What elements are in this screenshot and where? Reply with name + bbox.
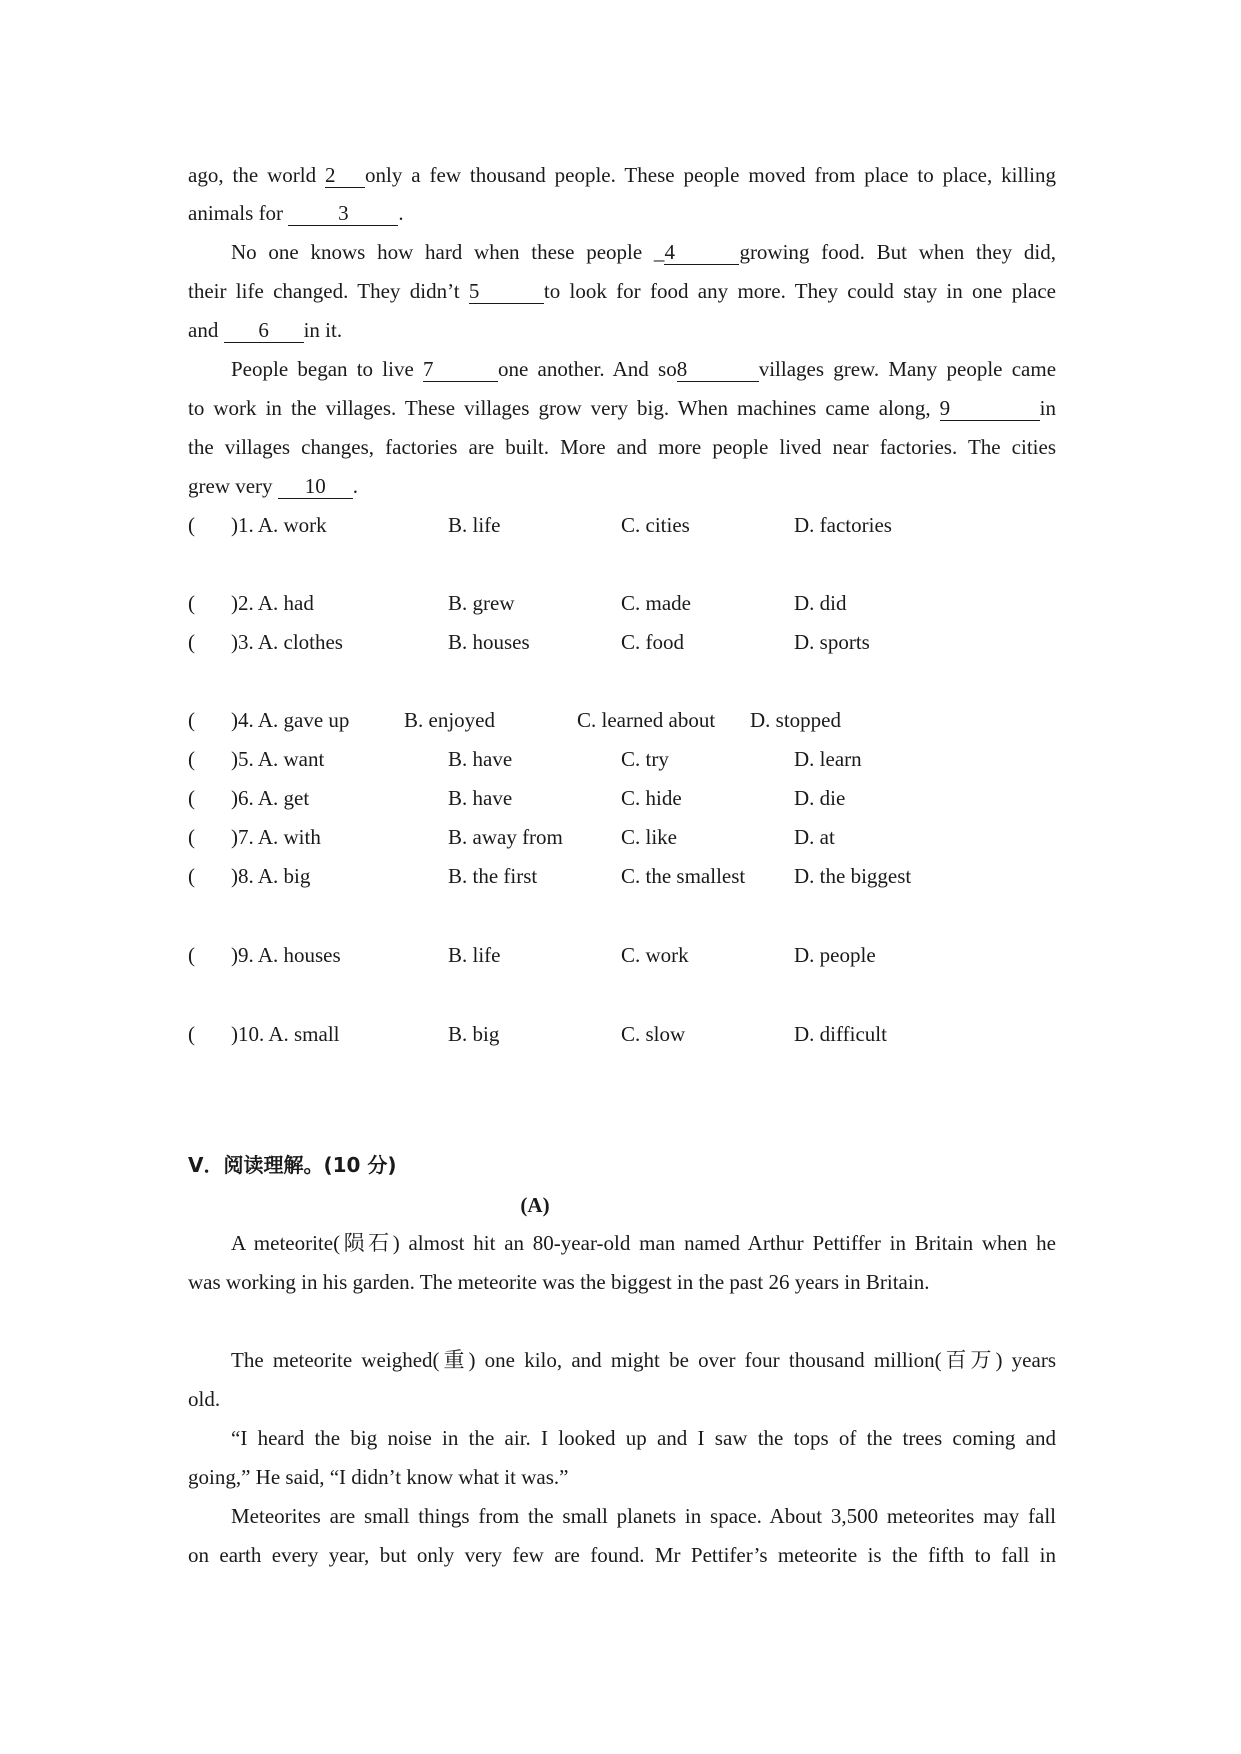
- option-b: B. have: [448, 786, 513, 810]
- answer-paren[interactable]: (: [188, 1022, 195, 1046]
- reading-line-6: going,” He said, “I didn’t know what it was.”: [188, 1465, 569, 1489]
- passage-label: (A): [520, 1193, 550, 1217]
- answer-paren[interactable]: (: [188, 943, 195, 967]
- option-b: B. have: [448, 747, 513, 771]
- option-c: C. the smallest: [621, 864, 746, 888]
- blank-3[interactable]: 3: [288, 201, 398, 226]
- passage-line-5: and 6 in it.: [188, 318, 343, 342]
- option-d: D. die: [794, 786, 846, 810]
- question-2: [188, 588, 1068, 618]
- question-10: [188, 1019, 1068, 1049]
- blank-9[interactable]: 9: [940, 396, 1040, 421]
- option-a: )2. A. had: [231, 591, 314, 615]
- option-c: C. hide: [621, 786, 682, 810]
- question-1: [188, 510, 1068, 540]
- answer-paren[interactable]: (: [188, 630, 195, 654]
- option-c: C. learned about: [577, 708, 716, 732]
- blank-7[interactable]: 7: [423, 357, 498, 382]
- reading-line-4: old.: [188, 1387, 221, 1411]
- option-c: C. slow: [621, 1022, 686, 1046]
- blank-4[interactable]: 4: [664, 240, 739, 265]
- question-7: [188, 822, 1068, 852]
- option-d: D. stopped: [750, 708, 841, 732]
- section-heading: V．阅读理解。(10 分): [188, 1153, 397, 1177]
- option-b: B. life: [448, 943, 501, 967]
- option-c: C. food: [621, 630, 684, 654]
- option-d: D. people: [794, 943, 876, 967]
- option-d: D. learn: [794, 747, 862, 771]
- option-a: )6. A. get: [231, 786, 310, 810]
- passage-line-8: the villages changes, factories are built. More and more people lived near factories. The cities: [188, 435, 1056, 459]
- blank-10[interactable]: 10: [278, 474, 353, 499]
- answer-paren[interactable]: (: [188, 513, 195, 537]
- reading-line-5: “I heard the big noise in the air. I looked up and I saw the tops of the trees coming and: [231, 1426, 1056, 1450]
- option-b: B. enjoyed: [404, 708, 495, 732]
- option-b: B. houses: [448, 630, 530, 654]
- passage-line-7: to work in the villages. These villages grow very big. When machines came along, 9 in: [188, 396, 1056, 420]
- option-c: C. like: [621, 825, 677, 849]
- option-a: )10. A. small: [231, 1022, 340, 1046]
- reading-line-3: The meteorite weighed(重) one kilo, and might be over four thousand million(百万) years: [231, 1348, 1056, 1372]
- option-a: )1. A. work: [231, 513, 327, 537]
- question-5: [188, 744, 1068, 774]
- answer-paren[interactable]: (: [188, 864, 195, 888]
- question-3: [188, 627, 1068, 657]
- option-c: C. made: [621, 591, 691, 615]
- option-a: )4. A. gave up: [231, 708, 350, 732]
- option-a: )7. A. with: [231, 825, 321, 849]
- answer-paren[interactable]: (: [188, 747, 195, 771]
- answer-paren[interactable]: (: [188, 825, 195, 849]
- passage-line-9: grew very 10 .: [188, 474, 359, 498]
- option-d: D. did: [794, 591, 847, 615]
- question-4: [188, 705, 1068, 735]
- passage-line-3: No one knows how hard when these people _4 growing food. But when they did,: [231, 240, 1056, 264]
- blank-8[interactable]: 8: [677, 357, 759, 382]
- question-6: [188, 783, 1068, 813]
- option-b: B. the first: [448, 864, 538, 888]
- question-8: [188, 861, 1068, 891]
- reading-line-1: A meteorite(陨石) almost hit an 80-year-old man named Arthur Pettiffer in Britain when he: [231, 1231, 1056, 1255]
- passage-line-4: their life changed. They didn’t 5 to look for food any more. They could stay in one place: [188, 279, 1056, 303]
- option-a: )8. A. big: [231, 864, 311, 888]
- option-d: D. the biggest: [794, 864, 912, 888]
- blank-5[interactable]: 5: [469, 279, 544, 304]
- option-b: B. life: [448, 513, 501, 537]
- option-d: D. sports: [794, 630, 870, 654]
- option-d: D. factories: [794, 513, 892, 537]
- blank-2[interactable]: 2: [325, 163, 365, 188]
- option-a: )3. A. clothes: [231, 630, 343, 654]
- option-d: D. difficult: [794, 1022, 887, 1046]
- passage-line-2: animals for 3 .: [188, 201, 404, 225]
- reading-line-7: Meteorites are small things from the small planets in space. About 3,500 meteorites may fall: [231, 1504, 1056, 1528]
- answer-paren[interactable]: (: [188, 591, 195, 615]
- option-d: D. at: [794, 825, 835, 849]
- reading-line-2: was working in his garden. The meteorite was the biggest in the past 26 years in Britain.: [188, 1270, 930, 1294]
- option-b: B. grew: [448, 591, 515, 615]
- answer-paren[interactable]: (: [188, 708, 195, 732]
- blank-6[interactable]: 6: [224, 318, 304, 343]
- option-c: C. try: [621, 747, 669, 771]
- passage-line-1: ago, the world 2 only a few thousand people. These people moved from place to place, killing: [188, 163, 1056, 187]
- passage-line-6: People began to live 7 one another. And so8 villages grew. Many people came: [231, 357, 1057, 381]
- option-c: C. work: [621, 943, 689, 967]
- option-b: B. away from: [448, 825, 563, 849]
- option-c: C. cities: [621, 513, 690, 537]
- answer-paren[interactable]: (: [188, 786, 195, 810]
- reading-line-8: on earth every year, but only very few are found. Mr Pettifer’s meteorite is the fifth to fall in: [188, 1543, 1056, 1567]
- question-9: [188, 940, 1068, 970]
- option-a: )5. A. want: [231, 747, 325, 771]
- option-a: )9. A. houses: [231, 943, 341, 967]
- option-b: B. big: [448, 1022, 500, 1046]
